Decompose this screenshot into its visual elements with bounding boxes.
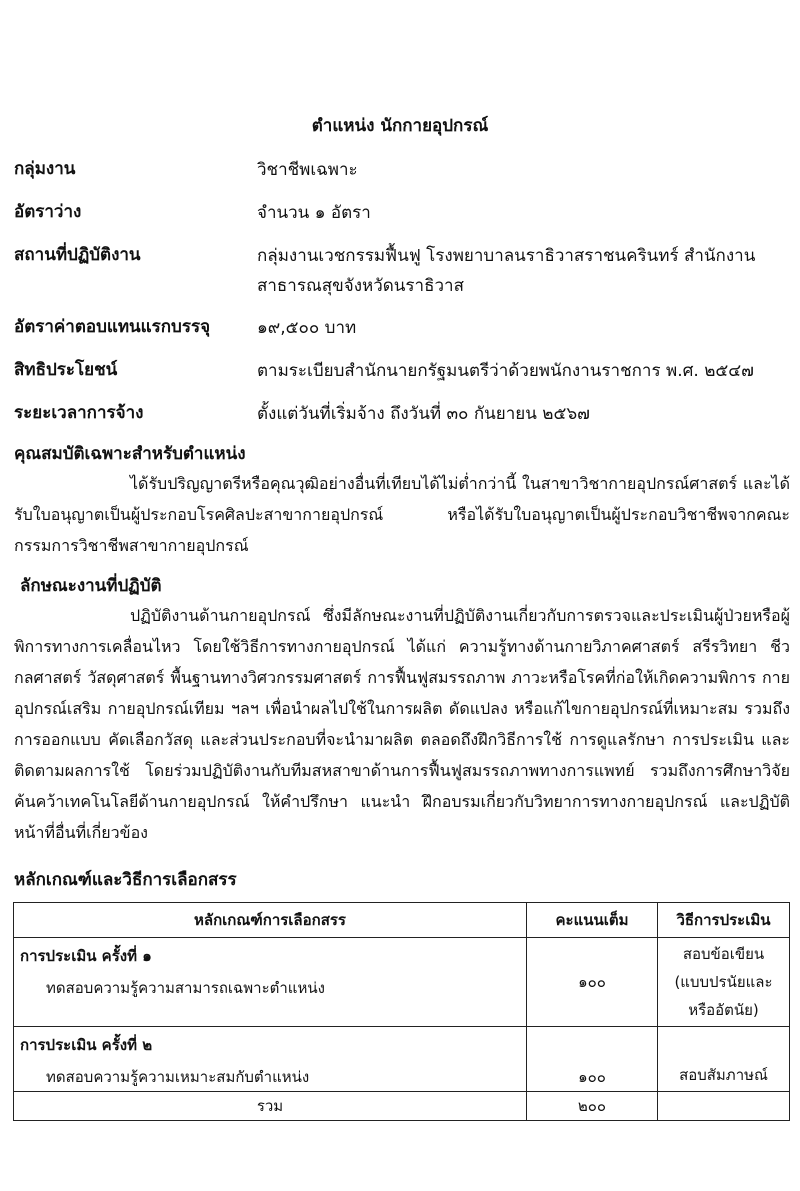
round-title: การประเมิน ครั้งที่ ๑ — [20, 947, 152, 965]
total-method-empty — [658, 1092, 790, 1121]
method-line: หรืออัตนัย) — [688, 1001, 759, 1019]
column-header-method: วิธีการประเมิน — [658, 903, 790, 938]
table-total-row — [14, 1092, 790, 1121]
field-value: ตั้งแต่วันที่เริ่มจ้าง ถึงวันที่ ๓๐ กันยายน ๒๕๖๗ — [257, 404, 590, 424]
qualifications-heading: คุณสมบัติเฉพาะสำหรับตำแหน่ง — [14, 444, 246, 464]
field-value: วิชาชีพเฉพาะ — [257, 160, 358, 180]
field-label: สิทธิประโยชน์ — [14, 360, 118, 380]
method-line: (แบบปรนัยและ — [674, 973, 773, 991]
duties-text: ปฏิบัติงานด้านกายอุปกรณ์ ซึ่งมีลักษณะงานที่ปฏิบัติงานเกี่ยวกับการตรวจและประเมินผู้ป่วยหรือผู้พิการทางการเคลื่อนไหว โดยใช้วิธีการทางกายอุปกรณ์ ได้แก่ ความรู้ทางด้านกายวิภาคศาสตร์ สรีรวิทยา ชีวกลศาสตร์ วัสดุศาสตร์ พื้นฐานทางวิศวกรรมศาสตร์ การฟื้นฟูสมรรถภาพ ภาวะหรือโรคที่ก่อให้เกิดความพิการ กายอุปกรณ์เสริม กายอุปกรณ์เทียม ฯลฯ เพื่อนำผลไปใช้ในการผลิต ดัดแปลง หรือแก้ไขกายอุปกรณ์ที่เหมาะสม รวมถึงการออกแบบ คัดเลือกวัสดุ และส่วนประกอบที่จะนำมาผลิต ตลอดถึงฝึกวิธีการใช้ การดูแลรักษา การประเมิน และติดตามผลการใช้ โดยร่วมปฏิบัติงานกับทีมสหสาขาด้านการฟื้นฟูสมรรถภาพทางการแพทย์ รวมถึงการศึกษาวิจัย ค้นคว้าเทคโนโลยีด้านกายอุปกรณ์ ให้คำปรึกษา แนะนำ ฝึกอบรมเกี่ยวกับวิทยาการทางกายอุปกรณ์ และปฏิบัติหน้าที่อื่นที่เกี่ยวข้อง — [14, 606, 791, 842]
field-label: สถานที่ปฏิบัติงาน — [14, 245, 141, 265]
selection-heading: หลักเกณฑ์และวิธีการเลือกสรร — [14, 870, 237, 890]
criteria-cell — [14, 1027, 527, 1092]
document-title: ตำแหน่ง นักกายอุปกรณ์ — [311, 116, 489, 136]
column-header-criteria: หลักเกณฑ์การเลือกสรร — [14, 903, 527, 938]
field-label: อัตราค่าตอบแทนแรกบรรจุ — [14, 317, 211, 337]
field-value: ๑๙,๕๐๐ บาท — [257, 318, 357, 338]
field-label: อัตราว่าง — [14, 202, 82, 222]
field-value: จำนวน ๑ อัตรา — [257, 203, 371, 223]
round-item: ทดสอบความรู้ความสามารถเฉพาะตำแหน่ง — [46, 979, 325, 997]
total-score: ๒๐๐ — [527, 1092, 658, 1121]
column-header-score: คะแนนเต็ม — [527, 903, 658, 938]
method-line: สอบข้อเขียน — [682, 945, 765, 963]
selection-criteria-table — [13, 902, 790, 1121]
round-title: การประเมิน ครั้งที่ ๒ — [20, 1036, 153, 1054]
table-header-row — [14, 903, 790, 938]
total-label: รวม — [14, 1092, 527, 1121]
field-label: กลุ่มงาน — [14, 159, 76, 179]
method-cell — [658, 1027, 790, 1092]
criteria-cell — [14, 938, 527, 1027]
score-cell: ๑๐๐ — [527, 1027, 658, 1092]
score-cell: ๑๐๐ — [527, 938, 658, 1027]
table-row — [14, 1027, 790, 1092]
field-label: ระยะเวลาการจ้าง — [14, 403, 144, 423]
field-value: ตามระเบียบสำนักนายกรัฐมนตรีว่าด้วยพนักงานราชการ พ.ศ. ๒๕๔๗ — [257, 361, 754, 381]
duties-heading: ลักษณะงานที่ปฏิบัติ — [20, 576, 162, 596]
method-line: สอบสัมภาษณ์ — [679, 1066, 768, 1084]
qualifications-text: ได้รับปริญญาตรีหรือคุณวุฒิอย่างอื่นที่เทียบได้ไม่ต่ำกว่านี้ ในสาขาวิชากายอุปกรณ์ศาสตร์ และได้รับใบอนุญาตเป็นผู้ประกอบโรคศิลปะสาขากายอุปกรณ์ หรือได้รับใบอนุญาตเป็นผู้ประกอบวิชาชีพจากคณะกรรมการวิชาชีพสาขากายอุปกรณ์ — [14, 474, 790, 555]
round-item: ทดสอบความรู้ความเหมาะสมกับตำแหน่ง — [46, 1068, 310, 1086]
method-cell — [658, 938, 790, 1027]
table-row — [14, 938, 790, 1027]
field-value: กลุ่มงานเวชกรรมฟื้นฟู โรงพยาบาลนราธิวาสราชนครินทร์ สำนักงานสาธารณสุขจังหวัดนราธิวาส — [257, 246, 756, 296]
